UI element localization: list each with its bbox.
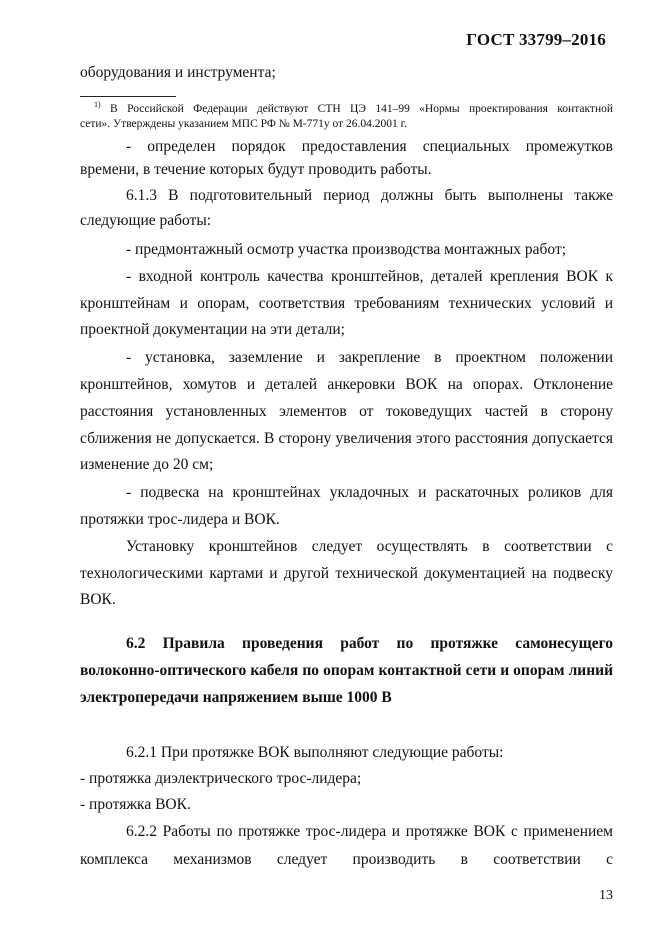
text-line: комплекса механизмов следует производить в соответствии с	[80, 851, 613, 868]
footnote-line	[94, 102, 613, 116]
text-line: - определен порядок предоставления специальных промежутков	[126, 138, 613, 155]
text-line: кронштейнам и опорам, соответствия требованиям технических условий и	[80, 295, 613, 312]
text-line: технологическими картами и другой технической документацией на подвеску	[80, 565, 613, 582]
footnote-divider	[80, 96, 176, 97]
text-line: времени, в течение которых будут проводить работы.	[80, 161, 432, 178]
text-line: - предмонтажный осмотр участка производства монтажных работ;	[126, 241, 567, 258]
text-line: 6.2.1 При протяжке ВОК выполняют следующие работы:	[126, 744, 504, 761]
text-line: - протяжка ВОК.	[80, 796, 191, 813]
text-line: - входной контроль качества кронштейнов, деталей крепления ВОК к	[126, 268, 613, 285]
text-line: 6.1.3 В подготовительный период должны быть выполнены также	[126, 187, 613, 204]
section-heading: электропередачи напряжением выше 1000 В	[80, 689, 392, 706]
text-line: - протяжка диэлектрического трос-лидера;	[80, 770, 362, 787]
text-line: - подвеска на кронштейнах укладочных и раскаточных роликов для	[126, 484, 613, 501]
text-line: кронштейнов, хомутов и деталей анкеровки ВОК на опорах. Отклонение	[80, 376, 613, 393]
text-line: проектной документации на эти детали;	[80, 321, 345, 338]
text-line: изменение до 20 см;	[80, 456, 214, 473]
text-line: расстояния установленных элементов от токоведущих частей в сторону	[80, 403, 613, 420]
section-heading: волоконно-оптического кабеля по опорам контактной сети и опорам линий	[80, 662, 613, 679]
footnote-marker: 1)	[94, 100, 101, 110]
footnote-line: сети». Утверждены указанием МПС РФ № М-771у от 26.04.2001 г.	[80, 118, 407, 130]
text-line: оборудования и инструмента;	[80, 64, 276, 81]
text-line: Установку кронштейнов следует осуществлять в соответствии с	[126, 538, 613, 555]
text-line: следующие работы:	[80, 212, 212, 229]
text-line: - установка, заземление и закрепление в проектном положении	[126, 349, 613, 366]
text-line: 6.2.2 Работы по протяжке трос-лидера и протяжке ВОК с применением	[126, 823, 613, 840]
text-line: сближения не допускается. В сторону увеличения этого расстояния допускается	[80, 430, 613, 447]
section-heading: 6.2 Правила проведения работ по протяжке самонесущего	[126, 635, 613, 652]
footnote-text: В Российской Федерации действуют СТН ЦЭ 141–99 «Нормы проектирования контактной	[110, 103, 614, 115]
document-code-header: ГОСТ 33799–2016	[466, 30, 606, 49]
page-number: 13	[599, 888, 613, 903]
text-line: ВОК.	[80, 591, 116, 608]
text-line: протяжки трос-лидера и ВОК.	[80, 511, 280, 528]
